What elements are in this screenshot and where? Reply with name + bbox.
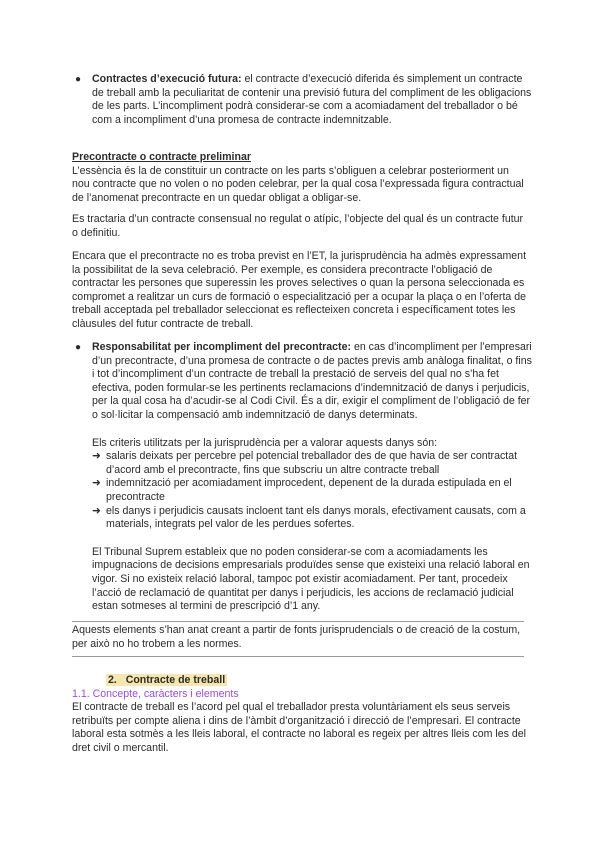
section-heading-highlight (106, 674, 227, 686)
precontracte-paragraph-2: Es tractaria d’un contracte consensual no regulat o atípic, l’objecte del qual és un contracte futur o definitiu. (72, 213, 524, 239)
bullet-paragraph (92, 73, 532, 127)
bullet-paragraph (92, 341, 532, 423)
criteris-intro: Els criteris utilitzats per la jurisprudència per a valorar aquests danys són: (92, 436, 438, 449)
criteri-item (92, 477, 532, 504)
criteri-text: salaris deixats per percebre pel potencial treballador des de que havia de ser contractat d’acord amb el precontracte, fins que subscriu un altre contracte treball (106, 450, 518, 476)
bullet-responsabilitat (75, 341, 532, 614)
precontracte-heading: Precontracte o contracte preliminar (72, 151, 251, 163)
section-number: 2. (108, 674, 117, 686)
precontracte-section (72, 151, 528, 205)
bullet-contractes-execucio-futura (75, 73, 532, 127)
section-title: Contracte de treball (125, 674, 226, 686)
arrow-icon: ➜ (92, 504, 101, 517)
section-contracte-treball (72, 674, 528, 756)
criteri-text: els danys i perjudicis causats incloent tant els danys morals, efectivament causats, com a materials, integrats pel valor de les perdues sofertes. (106, 504, 526, 531)
criteri-item (92, 450, 532, 477)
section-text: El contracte de treball es l’acord pel qual el treballador presta voluntàriament els seus serveis retribuïts per compte aliena i dins de l’àmbit d’organització i direcció de l’empresari. El contracte laboral esta sotmès a les lleis laboral, el contracte no laboral es regeix per altres lleis com les del dret civil o mercantil. (72, 701, 526, 754)
arrow-icon: ➜ (92, 450, 101, 463)
bullet-text: en cas d’incompliment per l’empresari d’un precontracte, d’una promesa de contracte o de pactes previs amb anàloga finalitat, o fins i tot d’incompliment d’un contracte de treball la prestació de serveis del qual no s’ha fet efectiva, poden formular-se les pertinents reclamacions d’indemnització de danys i perjudicis, per la qual cosa ha d’acudir-se al Codi Civil. És a dir, exigir el compliment de l’obligació de fer o sol·licitar la compensació amb indemnització de danys determinats. (92, 341, 532, 421)
note-paragraph: Aquests elements s’han anat creant a partir de fonts jurisprudencials o de creació de la costum, per això no ho trobem a les normes. (72, 624, 521, 650)
divider-bottom (72, 656, 524, 657)
criteri-text: indemnització per acomiadament improcedent, depenent de la durada estipulada en el precontracte (106, 477, 512, 503)
divider-top (72, 621, 524, 622)
tribunal-paragraph: El Tribunal Suprem estableix que no poden considerar-se com a acomiadaments les impugnacions de decisions empresarials produïdes sense que existeixi una relació laboral en vigor. Si no existeix relació laboral, tampoc pot existir acomiadament. Per tant, procedeix l’acció de reclamació de quantitat per danys i perjudicis, les accions de reclamació judicial estan sotmeses al termini de prescripció d’1 any. (92, 545, 530, 613)
section-subtitle: 1.1. Concepte, caràcters i elements (72, 687, 239, 700)
bullet-title: Contractes d’execució futura: (92, 73, 242, 85)
criteri-item (92, 505, 532, 532)
bullet-dot: ● (75, 342, 82, 353)
section-heading (72, 674, 528, 688)
bullet-dot: ● (75, 74, 82, 85)
bullet-title: Responsabilitat per incompliment del precontracte: (92, 341, 352, 353)
precontracte-paragraph-3: Encara que el precontracte no es troba previst en l’ET, la jurisprudència ha admès expressament la possibilitat de la seva celebració. Per exemple, es considera precontracte l’obligació de contractar les persones que superessin les proves selectives o quan la persona seleccionada es compromet a realitzar un curs de formació o especialització per a ocupar la plaça o en l’oferta de treball acceptada pel treballador seleccionat es reflecteixen concreta i específicament totes les clàusules del futur contracte de treball. (72, 250, 527, 330)
bullet-text: el contracte d’execució diferida és simplement un contracte de treball amb la peculiaritat de contenir una previsió futura del compliment de les obligacions de les parts. L’incompliment podrà considerar-se com a acomiadament del treballador o bé com a incompliment d’una promesa de contracte indemnitzable. (92, 73, 532, 126)
precontracte-paragraph-1: L’essència és la de constituir un contracte on les parts s’obliguen a celebrar posteriorment un nou contracte que no volen o no poden celebrar, per la qual cosa l’expressada figura contractual de l’anomenat precontracte en un quedar obligat a obligar-se. (72, 164, 524, 204)
arrow-icon: ➜ (92, 477, 101, 490)
